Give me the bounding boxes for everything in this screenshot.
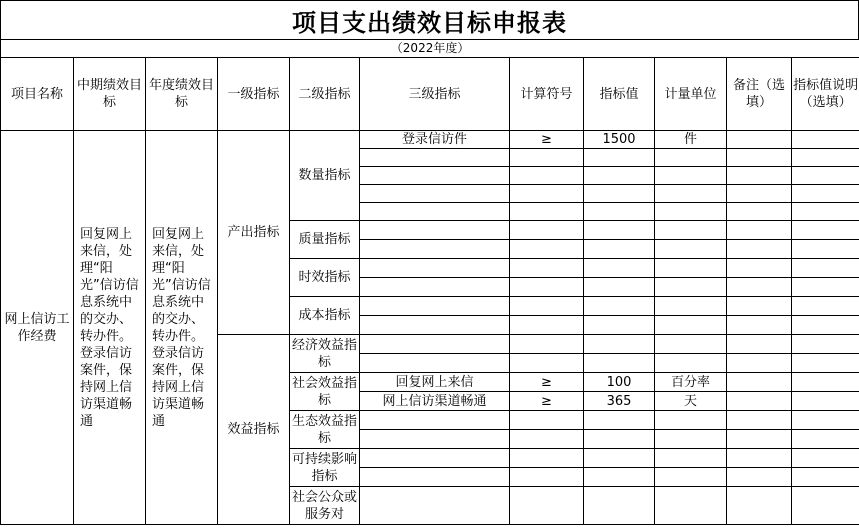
header-annual: 年度绩效目标: [146, 58, 218, 131]
remark-cell: [727, 131, 792, 149]
level2-quantity: 数量指标: [290, 131, 360, 221]
desc-cell: [792, 131, 859, 149]
header-unit: 计量单位: [655, 58, 727, 131]
level1-output: 产出指标: [218, 131, 290, 335]
level2-satisfaction: 社会公众或服务对: [290, 487, 360, 525]
header-level3: 三级指标: [360, 58, 510, 131]
header-value: 指标值: [584, 58, 655, 131]
mid-term-goal-cell: 回复网上来信，处理“阳光”信访信息系统中的交办、转办件。登录信访案件，保持网上信访渠道畅通: [74, 131, 146, 525]
year-label: （2022年度）: [1, 40, 859, 58]
header-desc: 指标值说明（选填）: [792, 58, 859, 131]
symbol-cell: ≥: [510, 392, 584, 411]
level2-ecological: 生态效益指标: [290, 411, 360, 449]
value-cell: 365: [584, 392, 655, 411]
header-project-name: 项目名称: [1, 58, 74, 131]
header-mid-term: 中期绩效目标: [74, 58, 146, 131]
level2-timeliness: 时效指标: [290, 259, 360, 297]
value-cell: 1500: [584, 131, 655, 149]
level2-social: 社会效益指标: [290, 373, 360, 411]
header-level2: 二级指标: [290, 58, 360, 131]
level3-name: 回复网上来信: [360, 373, 510, 392]
table-row: [1, 131, 859, 149]
unit-cell: 百分率: [655, 373, 727, 392]
level3-name: 网上信访渠道畅通: [360, 392, 510, 411]
value-cell: 100: [584, 373, 655, 392]
level3-name: 登录信访件: [360, 131, 510, 149]
header-symbol: 计算符号: [510, 58, 584, 131]
header-remark: 备注（选填）: [727, 58, 792, 131]
level1-benefit: 效益指标: [218, 335, 290, 525]
unit-cell: 件: [655, 131, 727, 149]
performance-goal-table: [0, 39, 859, 525]
symbol-cell: ≥: [510, 373, 584, 392]
level2-cost: 成本指标: [290, 297, 360, 335]
annual-goal-cell: 回复网上来信，处理“阳光”信访信息系统中的交办、转办件。登录信访案件，保持网上信访渠道畅通: [146, 131, 218, 525]
header-row: [1, 58, 859, 131]
header-level1: 一级指标: [218, 58, 290, 131]
level2-sustainable: 可持续影响指标: [290, 449, 360, 487]
table-title: 项目支出绩效目标申报表: [0, 0, 859, 40]
level2-quality: 质量指标: [290, 221, 360, 259]
project-name-cell: 网上信访工作经费: [1, 131, 74, 525]
level2-economic: 经济效益指标: [290, 335, 360, 373]
symbol-cell: ≥: [510, 131, 584, 149]
unit-cell: 天: [655, 392, 727, 411]
